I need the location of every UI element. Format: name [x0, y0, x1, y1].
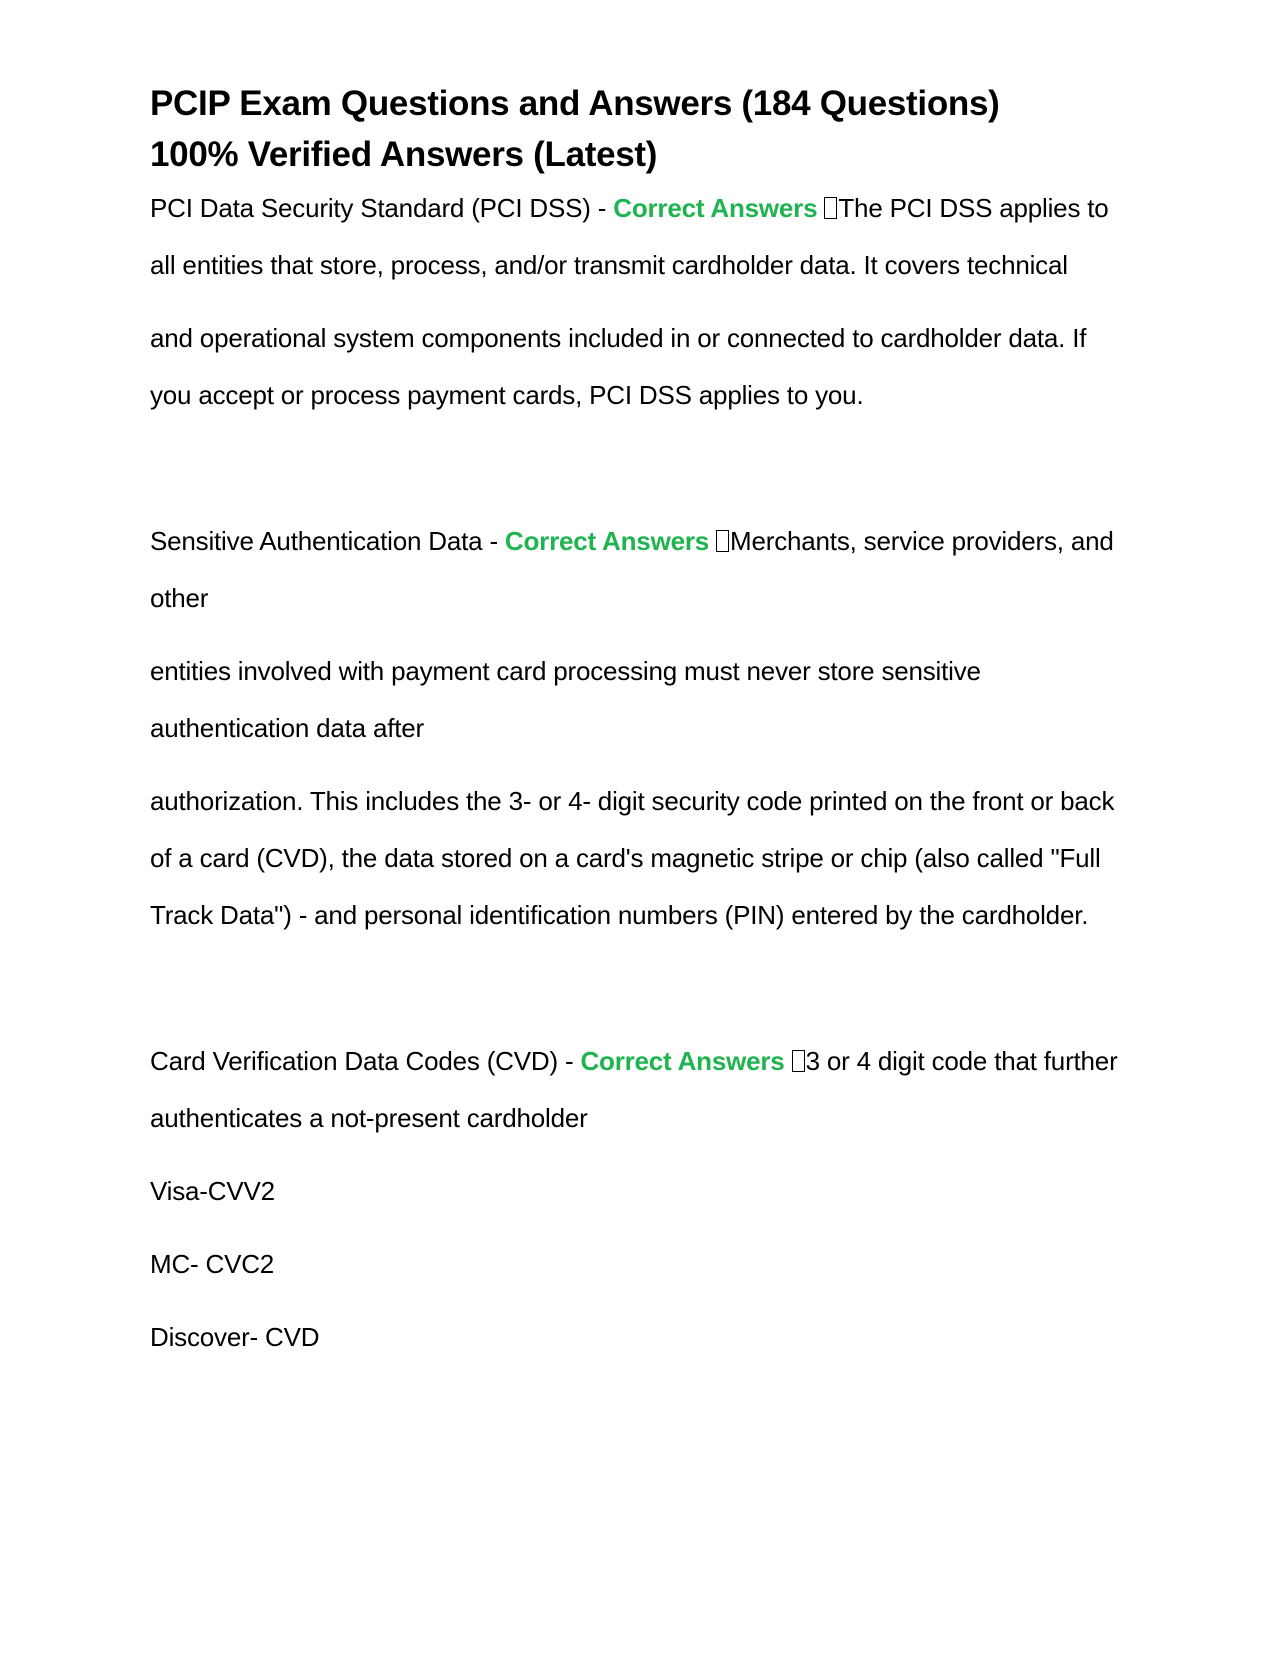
answer-paragraph: and operational system components included in or connected to cardholder data. If you accept or process payment cards, PCI DSS applies to you. [150, 323, 1087, 410]
title-line-1: PCIP Exam Questions and Answers (184 Questions) [150, 84, 1000, 123]
answer-text: 3 or 4 digit code that further authenticates a not-present cardholder [150, 1046, 1118, 1133]
correct-answers-label: Correct Answers [613, 193, 818, 223]
answer-paragraph: authorization. This includes the 3- or 4- digit security code printed on the front or back of a card (CVD), the data stored on a card's magnetic stripe or chip (also called "Full Track Data") - and personal identification numbers (PIN) entered by the cardholder. [150, 786, 1115, 930]
question-text: PCI Data Security Standard (PCI DSS) - [150, 193, 614, 223]
qa-entry [150, 180, 1130, 424]
answer-text: Merchants, service providers, and other [150, 526, 1114, 613]
qa-entry [150, 1033, 1130, 1366]
title-line-2: 100% Verified Answers (Latest) [150, 135, 658, 174]
qa-entry [150, 513, 1130, 944]
answer-paragraph: Discover- CVD [150, 1322, 320, 1352]
document-title [150, 78, 1130, 180]
empty-box-icon [824, 197, 837, 219]
answer-paragraph: Visa-CVV2 [150, 1176, 275, 1206]
qa-paragraph [150, 1033, 1130, 1147]
qa-paragraph [150, 180, 1130, 294]
correct-answers-label: Correct Answers [580, 1046, 785, 1076]
qa-paragraph [150, 513, 1130, 627]
correct-answers-label: Correct Answers [504, 526, 710, 556]
answer-paragraph: entities involved with payment card processing must never store sensitive authentication data after [150, 656, 981, 743]
answer-text: The PCI DSS applies to all entities that store, process, and/or transmit cardholder data. It covers technical [150, 193, 1109, 280]
question-text: Sensitive Authentication Data - [150, 526, 505, 556]
empty-box-icon [792, 1050, 805, 1072]
answer-paragraph: MC- CVC2 [150, 1249, 275, 1279]
empty-box-icon [716, 530, 729, 552]
question-text: Card Verification Data Codes (CVD) - [150, 1046, 581, 1076]
